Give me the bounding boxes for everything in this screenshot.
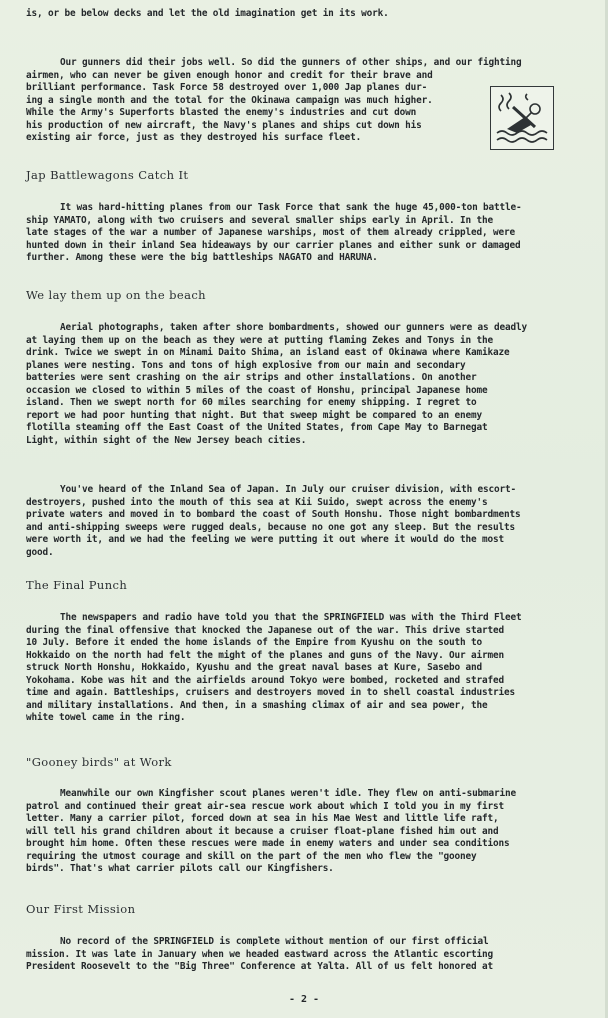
- top-line-text: is, or be below decks and let the old imagination get in its work.: [26, 8, 389, 19]
- heading-first-mission: [26, 902, 588, 916]
- beach-text: Aerial photographs, taken after shore bombardments, showed our gunners were as deadly at laying them up on the beach as they were at putting flaming Zekes and Tonys in the drink. Twice we swept in on Minami Daito Shima, an island east of Okinawa where Kamikaze planes were nesting. Tons and tons of high explosive from our main and secondary batteries were sent crashing on the air strips and other installations. On another occasion we closed to within 5 miles of the coast of Honshu, principal Japanese home island. Then we swept north for 60 miles searching for enemy shipping. I regret to report we had poor hunting that night. But that sweep might be compared to an enemy flotilla steaming off the East Coast of the United States, from Cape May to Barnegat Light, within sight of the New Jersey beach cities.: [26, 322, 528, 446]
- heading-battlewagons-text: Jap Battlewagons Catch It: [26, 168, 189, 182]
- sinking-ship-illustration: [490, 86, 554, 150]
- heading-first-mission-text: Our First Mission: [26, 902, 136, 916]
- top-line-paragraph: [26, 8, 588, 21]
- heading-battlewagons: [26, 168, 588, 182]
- inland-sea-paragraph: [26, 484, 588, 559]
- battlewagons-paragraph: [26, 202, 588, 265]
- inland-sea-text: You've heard of the Inland Sea of Japan. In July our cruiser division, with escort- destroyers, pushed into the mouth of this sea at Kii Suido, swept across the enemy's private waters and moved in to bombard the coast of South Honshu. Those night bombardments and anti-shipping sweeps were rugged deals, because no one got any sleep. But the results were worth it, and we had the feeling we were putting it out where it would do the most good.: [26, 484, 521, 558]
- page-number: - 2 -: [288, 994, 320, 1005]
- heading-gooney-birds-text: "Gooney birds" at Work: [26, 755, 172, 769]
- beach-paragraph: [26, 322, 588, 447]
- gooney-birds-text: Meanwhile our own Kingfisher scout planes weren't idle. They flew on anti-submarine patrol and continued their great air-sea rescue work about which I told you in my first letter. Many a carrier pilot, forced down at sea in his Mae West and little life raft, will tell his grand children about it because a cruiser float-plane fished him out and brought him home. Often these rescues were made in enemy waters and under sea conditions requiring the utmost courage and skill on the part of the men who flew the "gooney birds". That's what carrier pilots call our Kingfishers.: [26, 788, 517, 874]
- first-mission-paragraph: [26, 936, 588, 974]
- gunners-text: Our gunners did their jobs well. So did the gunners of other ships, and our fighting airmen, who can never be given enough honor and credit for their brave and brilliant performance. Task Force 58 destroyed over 1,000 Jap planes dur- ing a single month and the total for the Okinawa campaign was much higher. While the Army's Superforts blasted the enemy's industries and cut down his production of new aircraft, the Navy's planes and ships cut down his existing air force, just as they destroyed his surface fleet.: [26, 57, 522, 143]
- first-mission-text: No record of the SPRINGFIELD is complete without mention of our first official mission. It was late in January when we headed eastward across the Atlantic escorting President Roosevelt to the "Big Three" Conference at Yalta. All of us felt honored at: [26, 936, 494, 972]
- heading-final-punch-text: The Final Punch: [26, 578, 128, 592]
- final-punch-text: The newspapers and radio have told you that the SPRINGFIELD was with the Third Fleet during the final offensive that knocked the Japanese out of the war. This drive started 10 July. Before it ended the home islands of the Empire from Kyushu on the south to Hokkaido on the north had felt the might of the planes and guns of the Navy. Our airmen struck North Honshu, Hokkaido, Kyushu and the great naval bases at Kure, Sasebo and Yokohama. Kobe was hit and the airfields around Tokyo were bombed, rocketed and strafed time and again. Battleships, cruisers and destroyers moved in to shell coastal industries and military installations. And then, in a smashing climax of air and sea power, the white towel came in the ring.: [26, 612, 522, 723]
- heading-gooney-birds: [26, 755, 588, 769]
- heading-beach: [26, 288, 588, 302]
- gooney-birds-paragraph: [26, 788, 588, 876]
- heading-final-punch: [26, 578, 588, 592]
- final-punch-paragraph: [26, 612, 588, 725]
- heading-beach-text: We lay them up on the beach: [26, 288, 206, 302]
- battlewagons-text: It was hard-hitting planes from our Task Force that sank the huge 45,000-ton battle- ship YAMATO, along with two cruisers and several smaller ships early in April. In the late stages of the war a number of Japanese warships, most of them already crippled, were hunted down in their inland Sea hideaways by our carrier planes and either sunk or damaged further. Among these were the big battleships NAGATO and HARUNA.: [26, 202, 522, 263]
